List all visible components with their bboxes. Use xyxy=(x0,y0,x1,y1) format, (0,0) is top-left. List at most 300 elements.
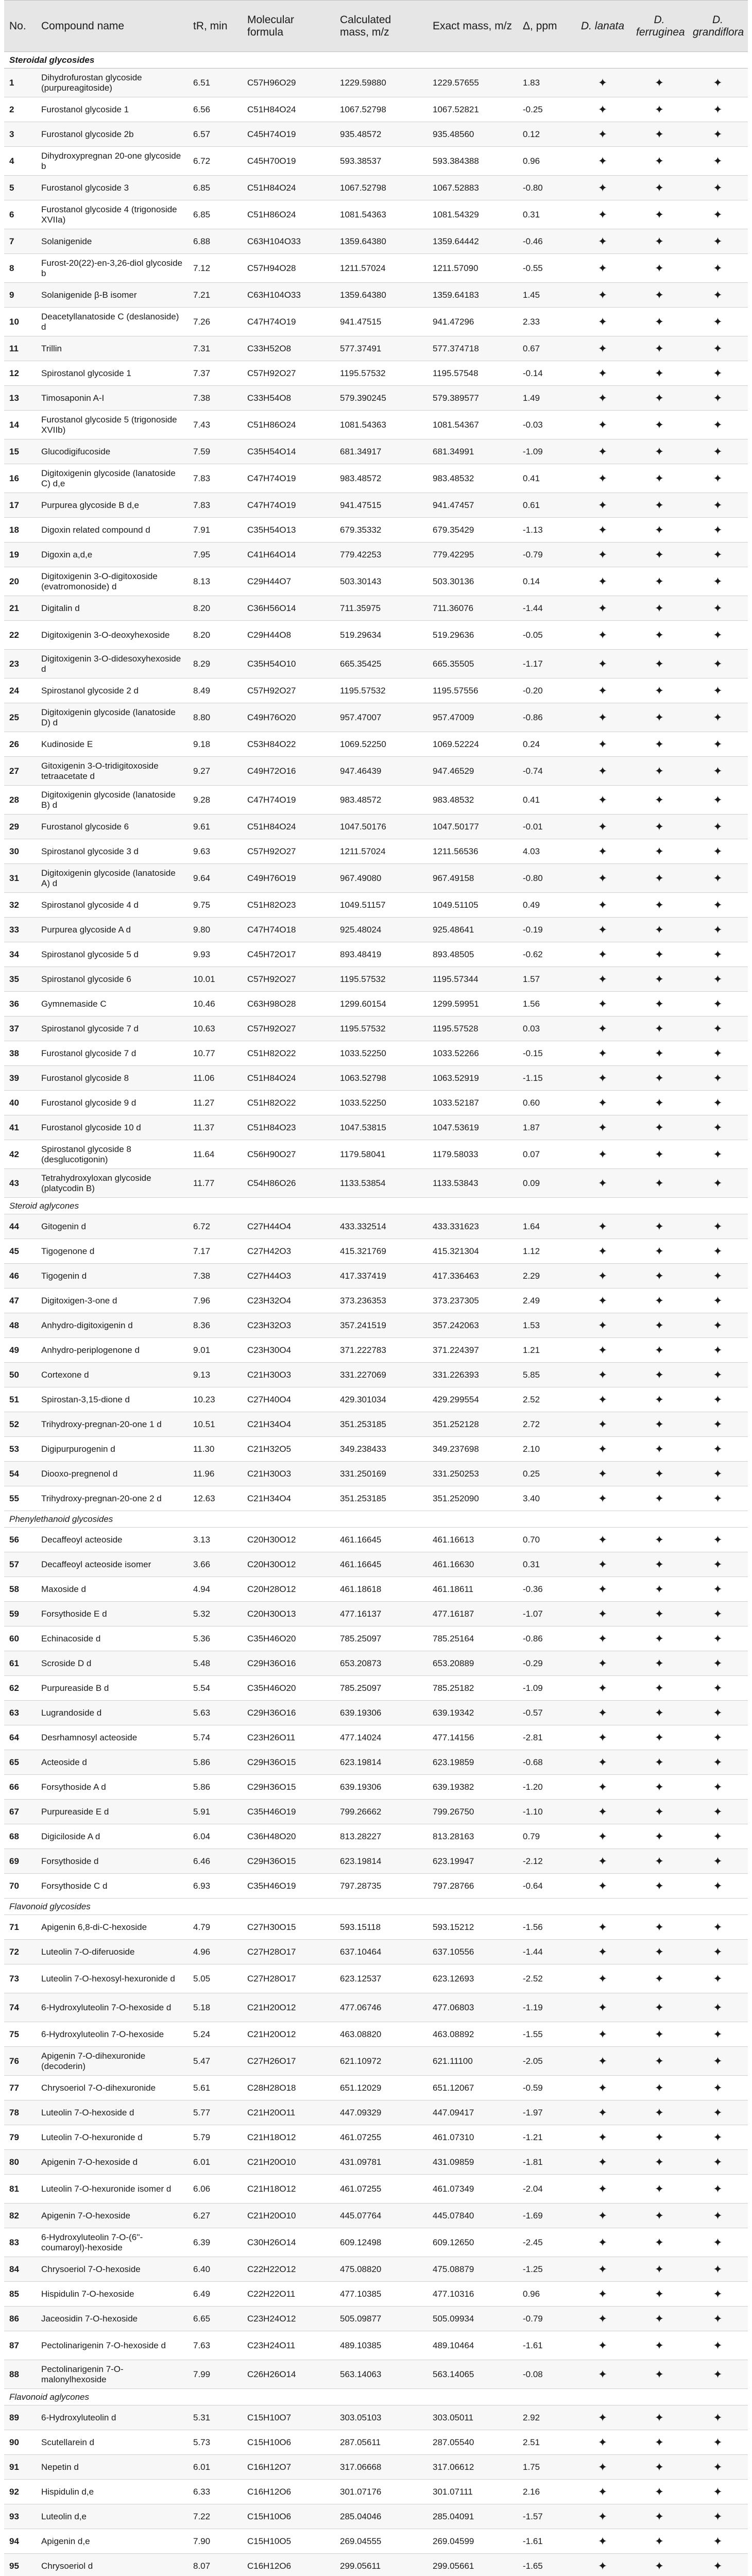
detected-mark-d-grandiflora: ✦ xyxy=(688,1264,748,1289)
cell-delta-ppm: 0.14 xyxy=(518,567,574,596)
cell-no: 12 xyxy=(4,361,36,386)
detected-mark-d-ferruginea: ✦ xyxy=(631,1214,688,1239)
table-row xyxy=(4,918,748,942)
cell-delta-ppm: -0.68 xyxy=(518,1750,574,1775)
cell-calculated-mass: 1195.57532 xyxy=(335,1016,428,1041)
cell-compound-name: Spirostanol glycoside 8 (desglucotigonin) xyxy=(36,1140,188,1169)
cell-calculated-mass: 429.301034 xyxy=(335,1387,428,1412)
cell-exact-mass: 1047.53619 xyxy=(428,1115,518,1140)
detected-mark-d-grandiflora: ✦ xyxy=(688,864,748,893)
detected-mark-d-ferruginea: ✦ xyxy=(631,1363,688,1387)
cell-exact-mass: 371.224397 xyxy=(428,1338,518,1363)
detected-mark-d-lanata: ✦ xyxy=(574,1115,631,1140)
cell-calculated-mass: 1033.52250 xyxy=(335,1091,428,1115)
cell-retention-time: 5.77 xyxy=(188,2100,242,2125)
cell-retention-time: 6.51 xyxy=(188,69,242,97)
cell-retention-time: 6.72 xyxy=(188,147,242,176)
cell-compound-name: Kudinoside E xyxy=(36,732,188,757)
cell-retention-time: 5.79 xyxy=(188,2125,242,2150)
cell-exact-mass: 299.05661 xyxy=(428,2554,518,2576)
cell-delta-ppm: -1.97 xyxy=(518,2100,574,2125)
cell-molecular-formula: C27H26O17 xyxy=(242,2047,335,2076)
cell-delta-ppm: -0.14 xyxy=(518,361,574,386)
detected-mark-d-ferruginea: ✦ xyxy=(631,176,688,200)
cell-delta-ppm: 1.83 xyxy=(518,69,574,97)
detected-mark-d-lanata: ✦ xyxy=(574,893,631,918)
detected-mark-d-grandiflora: ✦ xyxy=(688,786,748,815)
detected-mark-d-ferruginea: ✦ xyxy=(631,1239,688,1264)
cell-no: 78 xyxy=(4,2100,36,2125)
table-row xyxy=(4,254,748,283)
cell-exact-mass: 621.11100 xyxy=(428,2047,518,2076)
table-row xyxy=(4,2529,748,2554)
cell-molecular-formula: C51H84O24 xyxy=(242,176,335,200)
cell-exact-mass: 331.226393 xyxy=(428,1363,518,1387)
cell-compound-name: Pectolinarigenin 7-O-hexoside d xyxy=(36,2331,188,2360)
cell-calculated-mass: 577.37491 xyxy=(335,336,428,361)
detected-mark-d-lanata: ✦ xyxy=(574,596,631,621)
cell-calculated-mass: 665.35425 xyxy=(335,650,428,679)
cell-compound-name: Furostanol glycoside 5 (trigonoside XVIIb) xyxy=(36,411,188,439)
cell-exact-mass: 287.05540 xyxy=(428,2430,518,2455)
cell-delta-ppm: 0.96 xyxy=(518,147,574,176)
cell-molecular-formula: C15H10O6 xyxy=(242,2430,335,2455)
table-row xyxy=(4,596,748,621)
cell-retention-time: 6.65 xyxy=(188,2307,242,2331)
detected-mark-d-lanata: ✦ xyxy=(574,1800,631,1824)
cell-retention-time: 8.36 xyxy=(188,1313,242,1338)
detected-mark-d-lanata: ✦ xyxy=(574,864,631,893)
cell-molecular-formula: C27H42O3 xyxy=(242,1239,335,1264)
cell-exact-mass: 489.10464 xyxy=(428,2331,518,2360)
cell-exact-mass: 957.47009 xyxy=(428,703,518,732)
table-row xyxy=(4,1701,748,1725)
cell-molecular-formula: C49H76O20 xyxy=(242,703,335,732)
detected-mark-d-ferruginea: ✦ xyxy=(631,1725,688,1750)
detected-mark-d-ferruginea: ✦ xyxy=(631,1091,688,1115)
cell-no: 30 xyxy=(4,839,36,864)
cell-no: 18 xyxy=(4,518,36,543)
cell-compound-name: Scutellarein d xyxy=(36,2430,188,2455)
cell-exact-mass: 1211.56536 xyxy=(428,839,518,864)
table-row xyxy=(4,518,748,543)
detected-mark-d-lanata: ✦ xyxy=(574,1363,631,1387)
cell-no: 58 xyxy=(4,1577,36,1602)
cell-delta-ppm: 1.64 xyxy=(518,1214,574,1239)
cell-delta-ppm: 1.57 xyxy=(518,967,574,992)
detected-mark-d-ferruginea: ✦ xyxy=(631,1313,688,1338)
cell-molecular-formula: C15H10O6 xyxy=(242,2504,335,2529)
cell-delta-ppm: 0.79 xyxy=(518,1824,574,1849)
cell-no: 84 xyxy=(4,2257,36,2282)
cell-no: 2 xyxy=(4,97,36,122)
detected-mark-d-ferruginea: ✦ xyxy=(631,2175,688,2204)
detected-mark-d-ferruginea: ✦ xyxy=(631,1701,688,1725)
cell-molecular-formula: C54H86O26 xyxy=(242,1169,335,1198)
cell-exact-mass: 357.242063 xyxy=(428,1313,518,1338)
cell-retention-time: 5.91 xyxy=(188,1800,242,1824)
cell-exact-mass: 1069.52224 xyxy=(428,732,518,757)
detected-mark-d-grandiflora: ✦ xyxy=(688,2360,748,2389)
cell-calculated-mass: 303.05103 xyxy=(335,2405,428,2430)
detected-mark-d-lanata: ✦ xyxy=(574,518,631,543)
header-delta-ppm: Δ, ppm xyxy=(518,1,574,52)
cell-exact-mass: 373.237305 xyxy=(428,1289,518,1313)
table-row xyxy=(4,942,748,967)
cell-exact-mass: 1067.52883 xyxy=(428,176,518,200)
table-row xyxy=(4,1602,748,1626)
cell-delta-ppm: -1.55 xyxy=(518,2022,574,2047)
detected-mark-d-lanata: ✦ xyxy=(574,464,631,493)
detected-mark-d-grandiflora: ✦ xyxy=(688,361,748,386)
detected-mark-d-lanata: ✦ xyxy=(574,918,631,942)
cell-retention-time: 7.38 xyxy=(188,1264,242,1289)
cell-no: 51 xyxy=(4,1387,36,1412)
detected-mark-d-ferruginea: ✦ xyxy=(631,2257,688,2282)
cell-molecular-formula: C63H104O33 xyxy=(242,283,335,308)
cell-calculated-mass: 1067.52798 xyxy=(335,176,428,200)
detected-mark-d-ferruginea: ✦ xyxy=(631,679,688,703)
detected-mark-d-grandiflora: ✦ xyxy=(688,283,748,308)
detected-mark-d-ferruginea: ✦ xyxy=(631,2480,688,2504)
cell-calculated-mass: 431.09781 xyxy=(335,2150,428,2175)
cell-exact-mass: 461.07349 xyxy=(428,2175,518,2204)
detected-mark-d-grandiflora: ✦ xyxy=(688,1313,748,1338)
cell-calculated-mass: 1081.54363 xyxy=(335,200,428,229)
detected-mark-d-grandiflora: ✦ xyxy=(688,1552,748,1577)
cell-no: 38 xyxy=(4,1041,36,1066)
detected-mark-d-grandiflora: ✦ xyxy=(688,493,748,518)
cell-compound-name: Spirostanol glycoside 3 d xyxy=(36,839,188,864)
detected-mark-d-ferruginea: ✦ xyxy=(631,1552,688,1577)
detected-mark-d-lanata: ✦ xyxy=(574,757,631,786)
detected-mark-d-ferruginea: ✦ xyxy=(631,786,688,815)
cell-delta-ppm: -0.80 xyxy=(518,864,574,893)
table-row xyxy=(4,1915,748,1940)
cell-retention-time: 7.96 xyxy=(188,1289,242,1313)
cell-no: 77 xyxy=(4,2076,36,2100)
table-header-row xyxy=(4,1,748,52)
detected-mark-d-grandiflora: ✦ xyxy=(688,147,748,176)
cell-compound-name: Luteolin 7-O-hexosyl-hexuronide d xyxy=(36,1964,188,1993)
cell-calculated-mass: 623.19814 xyxy=(335,1750,428,1775)
detected-mark-d-lanata: ✦ xyxy=(574,1651,631,1676)
cell-molecular-formula: C56H90O27 xyxy=(242,1140,335,1169)
cell-calculated-mass: 639.19306 xyxy=(335,1701,428,1725)
cell-compound-name: Purpureaside B d xyxy=(36,1676,188,1701)
cell-exact-mass: 639.19342 xyxy=(428,1701,518,1725)
detected-mark-d-lanata: ✦ xyxy=(574,1750,631,1775)
cell-exact-mass: 1133.53843 xyxy=(428,1169,518,1198)
table-row xyxy=(4,200,748,229)
cell-molecular-formula: C41H64O14 xyxy=(242,543,335,567)
cell-no: 76 xyxy=(4,2047,36,2076)
detected-mark-d-grandiflora: ✦ xyxy=(688,1849,748,1874)
cell-no: 17 xyxy=(4,493,36,518)
table-row xyxy=(4,464,748,493)
detected-mark-d-grandiflora: ✦ xyxy=(688,757,748,786)
cell-compound-name: Spirostanol glycoside 1 xyxy=(36,361,188,386)
detected-mark-d-grandiflora: ✦ xyxy=(688,1486,748,1511)
cell-molecular-formula: C16H12O7 xyxy=(242,2455,335,2480)
cell-delta-ppm: -0.59 xyxy=(518,2076,574,2100)
cell-calculated-mass: 461.18618 xyxy=(335,1577,428,1602)
detected-mark-d-lanata: ✦ xyxy=(574,1486,631,1511)
table-row xyxy=(4,1964,748,1993)
cell-calculated-mass: 681.34917 xyxy=(335,439,428,464)
detected-mark-d-lanata: ✦ xyxy=(574,1313,631,1338)
table-row xyxy=(4,1874,748,1899)
detected-mark-d-grandiflora: ✦ xyxy=(688,1602,748,1626)
table-row xyxy=(4,1289,748,1313)
cell-delta-ppm: 1.21 xyxy=(518,1338,574,1363)
cell-exact-mass: 935.48560 xyxy=(428,122,518,147)
cell-no: 91 xyxy=(4,2455,36,2480)
detected-mark-d-ferruginea: ✦ xyxy=(631,2125,688,2150)
cell-compound-name: Digitalin d xyxy=(36,596,188,621)
detected-mark-d-grandiflora: ✦ xyxy=(688,1528,748,1552)
cell-molecular-formula: C29H36O16 xyxy=(242,1701,335,1725)
cell-compound-name: Furostanol glycoside 4 (trigonoside XVIIa) xyxy=(36,200,188,229)
cell-delta-ppm: -0.74 xyxy=(518,757,574,786)
cell-no: 67 xyxy=(4,1800,36,1824)
detected-mark-d-lanata: ✦ xyxy=(574,2282,631,2307)
cell-delta-ppm: -0.36 xyxy=(518,1577,574,1602)
cell-retention-time: 7.63 xyxy=(188,2331,242,2360)
detected-mark-d-ferruginea: ✦ xyxy=(631,732,688,757)
detected-mark-d-grandiflora: ✦ xyxy=(688,386,748,411)
detected-mark-d-grandiflora: ✦ xyxy=(688,567,748,596)
table-row xyxy=(4,1940,748,1964)
cell-retention-time: 6.46 xyxy=(188,1849,242,1874)
cell-retention-time: 5.48 xyxy=(188,1651,242,1676)
header-compound-name: Compound name xyxy=(36,1,188,52)
detected-mark-d-grandiflora: ✦ xyxy=(688,2331,748,2360)
cell-compound-name: Furostanol glycoside 3 xyxy=(36,176,188,200)
cell-molecular-formula: C20H28O12 xyxy=(242,1577,335,1602)
cell-delta-ppm: -0.80 xyxy=(518,176,574,200)
cell-molecular-formula: C51H82O22 xyxy=(242,1041,335,1066)
cell-exact-mass: 463.08892 xyxy=(428,2022,518,2047)
cell-retention-time: 5.54 xyxy=(188,1676,242,1701)
cell-calculated-mass: 1211.57024 xyxy=(335,254,428,283)
cell-compound-name: Deacetyllanatoside C (deslanoside) d xyxy=(36,308,188,336)
cell-delta-ppm: -0.57 xyxy=(518,1701,574,1725)
cell-no: 60 xyxy=(4,1626,36,1651)
detected-mark-d-grandiflora: ✦ xyxy=(688,1140,748,1169)
cell-retention-time: 9.64 xyxy=(188,864,242,893)
cell-no: 7 xyxy=(4,229,36,254)
cell-molecular-formula: C47H74O19 xyxy=(242,464,335,493)
table-row xyxy=(4,786,748,815)
cell-no: 87 xyxy=(4,2331,36,2360)
cell-molecular-formula: C22H22O11 xyxy=(242,2282,335,2307)
table-row xyxy=(4,1041,748,1066)
cell-molecular-formula: C27H40O4 xyxy=(242,1387,335,1412)
cell-calculated-mass: 983.48572 xyxy=(335,464,428,493)
cell-delta-ppm: -1.61 xyxy=(518,2331,574,2360)
detected-mark-d-ferruginea: ✦ xyxy=(631,1066,688,1091)
cell-compound-name: Digoxin related compound d xyxy=(36,518,188,543)
cell-calculated-mass: 447.09329 xyxy=(335,2100,428,2125)
table-row xyxy=(4,1264,748,1289)
cell-compound-name: Chrysoeriol d xyxy=(36,2554,188,2576)
cell-calculated-mass: 349.238433 xyxy=(335,1437,428,1462)
detected-mark-d-grandiflora: ✦ xyxy=(688,200,748,229)
section-header-row xyxy=(4,1198,748,1214)
cell-retention-time: 6.01 xyxy=(188,2150,242,2175)
cell-exact-mass: 1299.59951 xyxy=(428,992,518,1016)
cell-calculated-mass: 785.25097 xyxy=(335,1676,428,1701)
table-row xyxy=(4,2125,748,2150)
cell-retention-time: 7.83 xyxy=(188,464,242,493)
cell-exact-mass: 477.14156 xyxy=(428,1725,518,1750)
table-row xyxy=(4,757,748,786)
cell-compound-name: Gitoxigenin 3-O-tridigitoxoside tetraacetate d xyxy=(36,757,188,786)
detected-mark-d-grandiflora: ✦ xyxy=(688,942,748,967)
cell-no: 25 xyxy=(4,703,36,732)
detected-mark-d-lanata: ✦ xyxy=(574,1066,631,1091)
cell-exact-mass: 797.28766 xyxy=(428,1874,518,1899)
cell-compound-name: Furost-20(22)-en-3,26-diol glycoside b xyxy=(36,254,188,283)
cell-compound-name: Apigenin 7-O-hexoside xyxy=(36,2204,188,2228)
cell-delta-ppm: -2.12 xyxy=(518,1849,574,1874)
detected-mark-d-lanata: ✦ xyxy=(574,386,631,411)
cell-no: 44 xyxy=(4,1214,36,1239)
cell-retention-time: 11.30 xyxy=(188,1437,242,1462)
cell-delta-ppm: 2.33 xyxy=(518,308,574,336)
cell-molecular-formula: C29H44O8 xyxy=(242,621,335,650)
cell-compound-name: Purpureaside E d xyxy=(36,1800,188,1824)
cell-calculated-mass: 461.07255 xyxy=(335,2125,428,2150)
cell-compound-name: Lugrandoside d xyxy=(36,1701,188,1725)
cell-compound-name: Echinacoside d xyxy=(36,1626,188,1651)
cell-no: 45 xyxy=(4,1239,36,1264)
detected-mark-d-ferruginea: ✦ xyxy=(631,621,688,650)
detected-mark-d-lanata: ✦ xyxy=(574,1338,631,1363)
cell-calculated-mass: 299.05611 xyxy=(335,2554,428,2576)
cell-no: 92 xyxy=(4,2480,36,2504)
cell-molecular-formula: C15H10O7 xyxy=(242,2405,335,2430)
cell-molecular-formula: C23H30O4 xyxy=(242,1338,335,1363)
cell-retention-time: 11.06 xyxy=(188,1066,242,1091)
cell-compound-name: Forsythoside d xyxy=(36,1849,188,1874)
table-row xyxy=(4,864,748,893)
detected-mark-d-lanata: ✦ xyxy=(574,1824,631,1849)
detected-mark-d-ferruginea: ✦ xyxy=(631,2047,688,2076)
detected-mark-d-ferruginea: ✦ xyxy=(631,1169,688,1198)
cell-no: 88 xyxy=(4,2360,36,2389)
cell-molecular-formula: C21H30O3 xyxy=(242,1363,335,1387)
cell-retention-time: 8.20 xyxy=(188,621,242,650)
detected-mark-d-grandiflora: ✦ xyxy=(688,308,748,336)
detected-mark-d-lanata: ✦ xyxy=(574,1552,631,1577)
cell-compound-name: Gymnemaside C xyxy=(36,992,188,1016)
cell-calculated-mass: 433.332514 xyxy=(335,1214,428,1239)
header-molecular-formula: Molecular formula xyxy=(242,1,335,52)
cell-delta-ppm: -1.09 xyxy=(518,439,574,464)
detected-mark-d-ferruginea: ✦ xyxy=(631,967,688,992)
cell-exact-mass: 947.46529 xyxy=(428,757,518,786)
cell-molecular-formula: C29H44O7 xyxy=(242,567,335,596)
detected-mark-d-lanata: ✦ xyxy=(574,1676,631,1701)
section-header-row xyxy=(4,2389,748,2405)
cell-no: 54 xyxy=(4,1462,36,1486)
cell-compound-name: Maxoside d xyxy=(36,1577,188,1602)
cell-exact-mass: 445.07840 xyxy=(428,2204,518,2228)
cell-exact-mass: 1359.64442 xyxy=(428,229,518,254)
detected-mark-d-lanata: ✦ xyxy=(574,176,631,200)
detected-mark-d-ferruginea: ✦ xyxy=(631,2504,688,2529)
cell-molecular-formula: C49H72O16 xyxy=(242,757,335,786)
cell-no: 89 xyxy=(4,2405,36,2430)
cell-no: 26 xyxy=(4,732,36,757)
cell-delta-ppm: -0.79 xyxy=(518,2307,574,2331)
cell-delta-ppm: -0.20 xyxy=(518,679,574,703)
detected-mark-d-ferruginea: ✦ xyxy=(631,893,688,918)
cell-exact-mass: 447.09417 xyxy=(428,2100,518,2125)
detected-mark-d-grandiflora: ✦ xyxy=(688,1214,748,1239)
detected-mark-d-ferruginea: ✦ xyxy=(631,757,688,786)
cell-calculated-mass: 797.28735 xyxy=(335,1874,428,1899)
cell-delta-ppm: -2.05 xyxy=(518,2047,574,2076)
cell-exact-mass: 623.19947 xyxy=(428,1849,518,1874)
cell-no: 69 xyxy=(4,1849,36,1874)
detected-mark-d-grandiflora: ✦ xyxy=(688,621,748,650)
cell-molecular-formula: C21H20O11 xyxy=(242,2100,335,2125)
detected-mark-d-grandiflora: ✦ xyxy=(688,2455,748,2480)
detected-mark-d-grandiflora: ✦ xyxy=(688,1363,748,1387)
detected-mark-d-grandiflora: ✦ xyxy=(688,2405,748,2430)
cell-no: 24 xyxy=(4,679,36,703)
detected-mark-d-ferruginea: ✦ xyxy=(631,1016,688,1041)
cell-delta-ppm: -0.64 xyxy=(518,1874,574,1899)
cell-delta-ppm: -0.86 xyxy=(518,1626,574,1651)
cell-delta-ppm: -1.69 xyxy=(518,2204,574,2228)
table-row xyxy=(4,1214,748,1239)
cell-compound-name: Forsythoside E d xyxy=(36,1602,188,1626)
cell-delta-ppm: 3.40 xyxy=(518,1486,574,1511)
cell-calculated-mass: 623.12537 xyxy=(335,1964,428,1993)
detected-mark-d-ferruginea: ✦ xyxy=(631,2204,688,2228)
table-row xyxy=(4,2076,748,2100)
cell-retention-time: 6.27 xyxy=(188,2204,242,2228)
cell-compound-name: Forsythoside C d xyxy=(36,1874,188,1899)
cell-no: 49 xyxy=(4,1338,36,1363)
cell-exact-mass: 593.384388 xyxy=(428,147,518,176)
cell-molecular-formula: C20H30O13 xyxy=(242,1602,335,1626)
cell-compound-name: Spirostanol glycoside 7 d xyxy=(36,1016,188,1041)
cell-exact-mass: 681.34991 xyxy=(428,439,518,464)
table-body xyxy=(4,52,748,2576)
cell-no: 40 xyxy=(4,1091,36,1115)
cell-no: 21 xyxy=(4,596,36,621)
detected-mark-d-ferruginea: ✦ xyxy=(631,493,688,518)
cell-compound-name: Chrysoeriol 7-O-hexoside xyxy=(36,2257,188,2282)
cell-exact-mass: 799.26750 xyxy=(428,1800,518,1824)
table-row xyxy=(4,1169,748,1198)
cell-retention-time: 7.90 xyxy=(188,2529,242,2554)
cell-delta-ppm: 0.12 xyxy=(518,122,574,147)
detected-mark-d-grandiflora: ✦ xyxy=(688,815,748,839)
detected-mark-d-ferruginea: ✦ xyxy=(631,1849,688,1874)
cell-exact-mass: 941.47296 xyxy=(428,308,518,336)
detected-mark-d-grandiflora: ✦ xyxy=(688,1387,748,1412)
cell-molecular-formula: C23H32O3 xyxy=(242,1313,335,1338)
detected-mark-d-grandiflora: ✦ xyxy=(688,1437,748,1462)
table-row xyxy=(4,69,748,97)
cell-retention-time: 12.63 xyxy=(188,1486,242,1511)
